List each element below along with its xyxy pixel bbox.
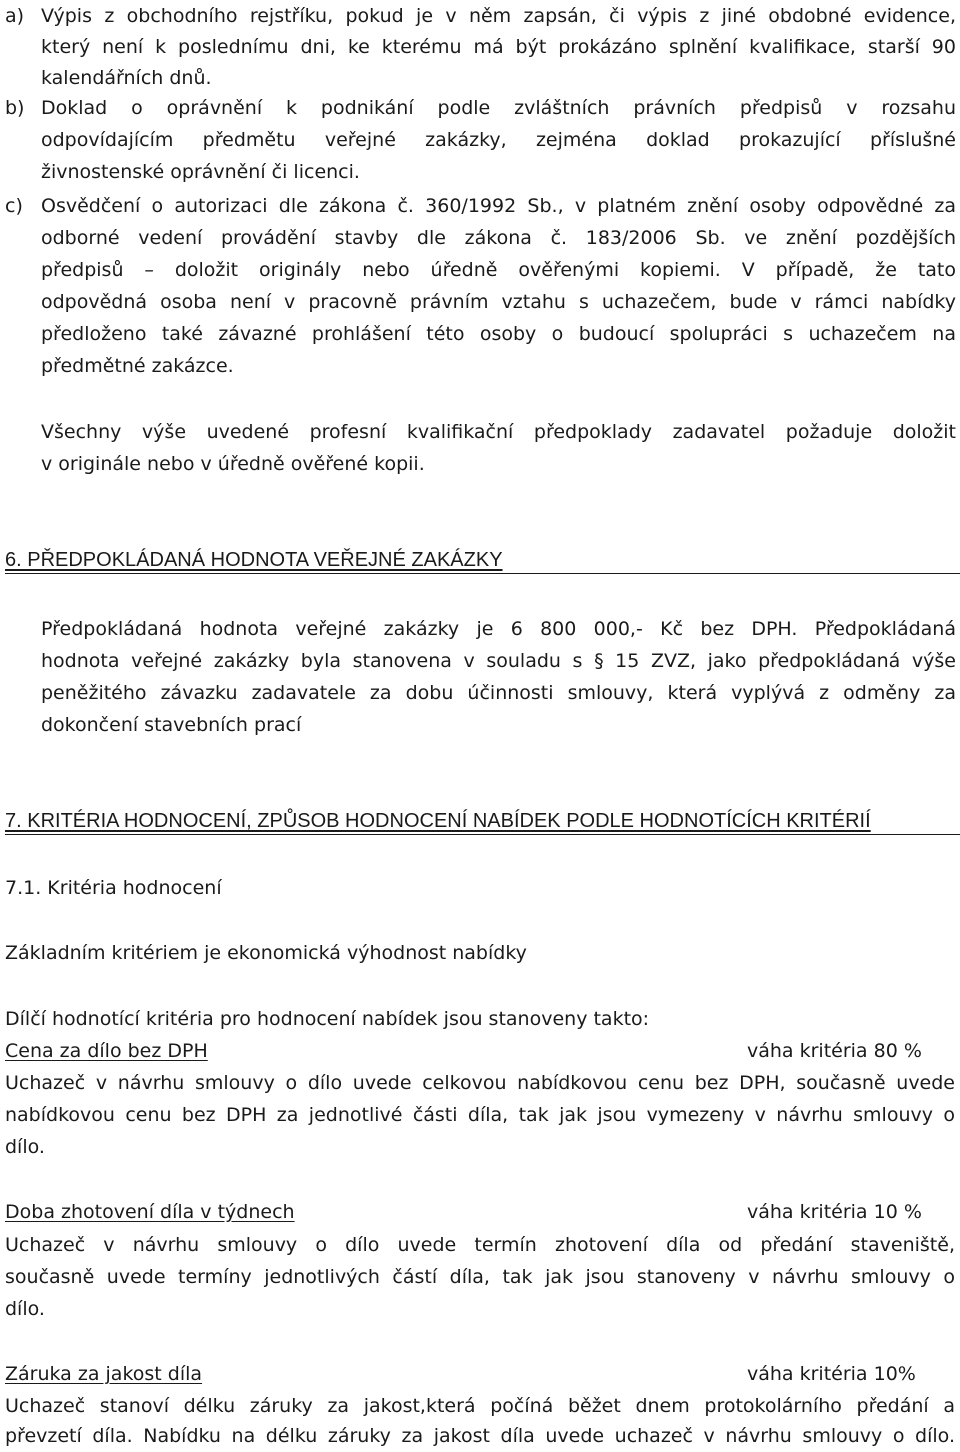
criteria-intro-text: Dílčí hodnotící kritéria pro hodnocení nabídek jsou stanoveny takto: bbox=[5, 1008, 650, 1030]
basic-criterion-text: Základním kritériem je ekonomická výhodnost nabídky bbox=[5, 942, 527, 964]
list-marker: b) bbox=[5, 97, 25, 119]
paragraph-line: předmětné zakázce. bbox=[41, 355, 234, 377]
paragraph-line: předloženo také závazné prohlášení této osoby o budoucí spolupráci s uchazečem na bbox=[41, 323, 956, 345]
paragraph-line: dokončení stavebních prací bbox=[41, 714, 302, 736]
paragraph-line: Osvědčení o autorizaci dle zákona č. 360/1992 Sb., v platném znění osoby odpovědné za bbox=[41, 195, 956, 217]
paragraph-line: v originále nebo v úředně ověřené kopii. bbox=[41, 453, 425, 475]
criterion-weight: váha kritéria 10% bbox=[747, 1363, 916, 1385]
criterion-name: Doba zhotovení díla v týdnech bbox=[5, 1201, 295, 1223]
section-7-heading: 7. KRITÉRIA HODNOCENÍ, ZPŮSOB HODNOCENÍ NABÍDEK PODLE HODNOTÍCÍCH KRITÉRIÍ bbox=[5, 808, 960, 835]
list-marker: a) bbox=[5, 5, 25, 27]
paragraph-line: současně uvede termíny jednotlivých částí díla, tak jak jsou stanoveny v návrhu smlouvy o bbox=[5, 1266, 955, 1288]
paragraph-line: živnostenské oprávnění či licenci. bbox=[41, 161, 360, 183]
criterion-weight: váha kritéria 80 % bbox=[747, 1040, 922, 1062]
paragraph-line: převzetí díla. Nabídku na délku záruky za jakost díla uvede uchazeč v návrhu smlouvy o dílo. bbox=[5, 1425, 955, 1447]
paragraph-line: který není k poslednímu dni, ke kterému má být prokázáno splnění kvalifikace, starší 90 bbox=[41, 36, 956, 58]
paragraph-line: dílo. bbox=[5, 1136, 45, 1158]
criterion-weight: váha kritéria 10 % bbox=[747, 1201, 922, 1223]
list-marker: c) bbox=[5, 195, 23, 217]
criterion-header bbox=[5, 1358, 955, 1390]
subsection-heading: 7.1. Kritéria hodnocení bbox=[5, 877, 222, 899]
paragraph-line: kalendářních dnů. bbox=[41, 67, 212, 89]
paragraph-line: Předpokládaná hodnota veřejné zakázky je 6 800 000,- Kč bez DPH. Předpokládaná bbox=[41, 618, 956, 640]
criterion-header bbox=[5, 1035, 955, 1067]
section-6-heading: 6. PŘEDPOKLÁDANÁ HODNOTA VEŘEJNÉ ZAKÁZKY bbox=[5, 547, 960, 574]
paragraph-line: Uchazeč stanoví délku záruky za jakost,která počíná běžet dnem protokolárního předání a bbox=[5, 1395, 955, 1417]
criterion-name: Záruka za jakost díla bbox=[5, 1363, 203, 1385]
criterion-header bbox=[5, 1196, 955, 1228]
paragraph-line: Výpis z obchodního rejstříku, pokud je v něm zapsán, či výpis z jiné obdobné evidence, bbox=[41, 5, 956, 27]
criterion-name: Cena za dílo bez DPH bbox=[5, 1040, 208, 1062]
paragraph-line: peněžitého závazku zadavatele za dobu účinnosti smlouvy, která vyplývá z odměny za bbox=[41, 682, 956, 704]
paragraph-line: Uchazeč v návrhu smlouvy o dílo uvede celkovou nabídkovou cenu bez DPH, současně uvede bbox=[5, 1072, 955, 1094]
paragraph-line: předpisů – doložit originály nebo úředně ověřenými kopiemi. V případě, že tato bbox=[41, 259, 956, 281]
paragraph-line: dílo. bbox=[5, 1298, 45, 1320]
paragraph-line: hodnota veřejné zakázky byla stanovena v souladu s § 15 ZVZ, jako předpokládaná výše bbox=[41, 650, 956, 672]
paragraph-line: Všechny výše uvedené profesní kvalifikační předpoklady zadavatel požaduje doložit bbox=[41, 421, 956, 443]
paragraph-line: Doklad o oprávnění k podnikání podle zvláštních právních předpisů v rozsahu bbox=[41, 97, 956, 119]
paragraph-line: odpovídajícím předmětu veřejné zakázky, zejména doklad prokazující příslušné bbox=[41, 129, 956, 151]
paragraph-line: nabídkovou cenu bez DPH za jednotlivé části díla, tak jak jsou vymezeny v návrhu smlouvy o bbox=[5, 1104, 955, 1126]
paragraph-line: Uchazeč v návrhu smlouvy o dílo uvede termín zhotovení díla od předání staveniště, bbox=[5, 1234, 955, 1256]
paragraph-line: odborné vedení provádění stavby dle zákona č. 183/2006 Sb. ve znění pozdějších bbox=[41, 227, 956, 249]
paragraph-line: odpovědná osoba není v pracovně právním vztahu s uchazečem, bude v rámci nabídky bbox=[41, 291, 956, 313]
